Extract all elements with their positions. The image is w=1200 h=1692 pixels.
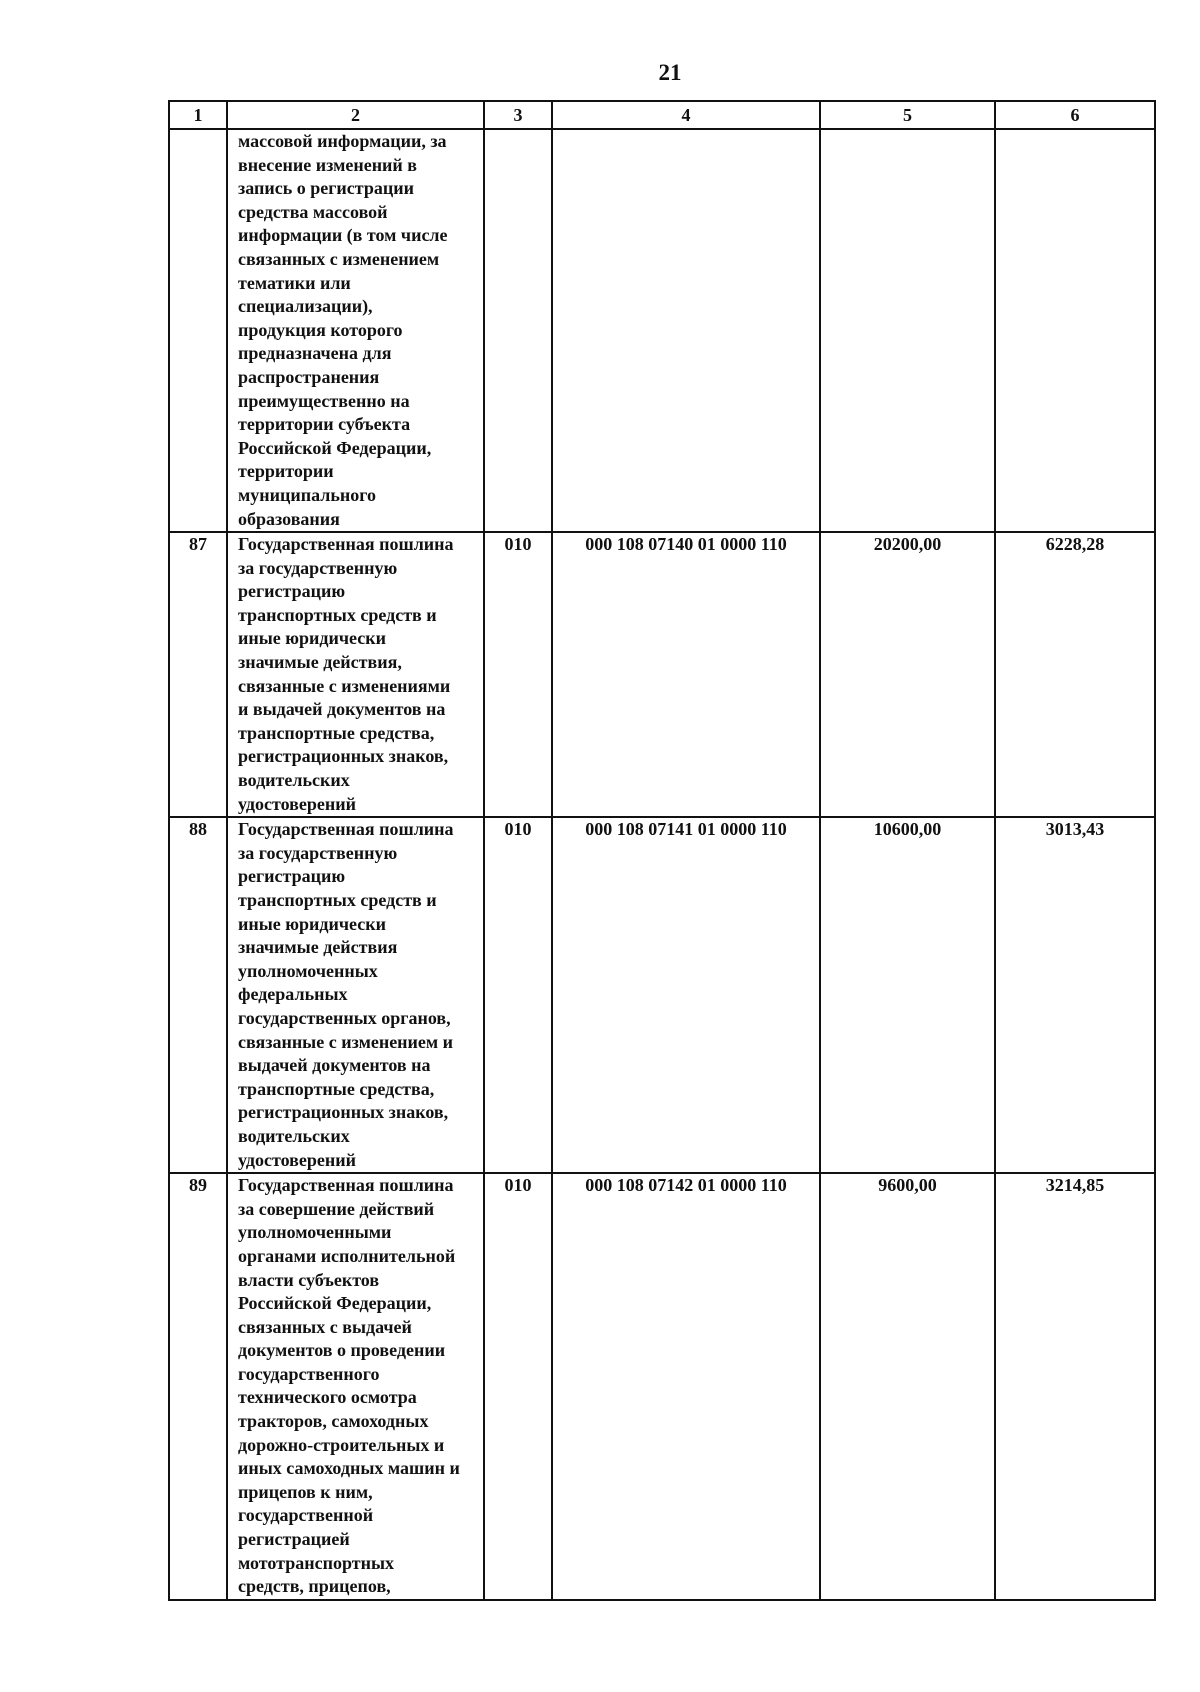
description-cell: Государственная пошлина за государственную регистрацию транспортных средств и иные юридически значимые действия, связанные с изменениями и выдачей документов на транспортные средства, регистрационных знаков, водительских удостоверений [227,532,484,817]
admin-code-cell: 010 [484,817,552,1173]
plan-amount-cell: 10600,00 [820,817,995,1173]
row-number-cell: 88 [169,817,227,1173]
admin-code-cell: 010 [484,1173,552,1600]
plan-amount-cell: 9600,00 [820,1173,995,1600]
header-col-2: 2 [227,101,484,129]
table-row [169,1173,1155,1600]
header-col-5: 5 [820,101,995,129]
admin-code-cell [484,129,552,532]
header-row [169,101,1155,129]
description-cell: Государственная пошлина за совершение действий уполномоченными органами исполнительной власти субъектов Российской Федерации, связанных с выдачей документов о проведении государственного технического осмотра тракторов, самоходных дорожно-строительных и иных самоходных машин и прицепов к ним, государственной регистрацией мототранспортных средств, прицепов, [227,1173,484,1600]
actual-amount-cell: 3214,85 [995,1173,1155,1600]
table-row [169,532,1155,817]
table-row-continuation [169,129,1155,532]
actual-amount-cell: 3013,43 [995,817,1155,1173]
row-number-cell: 87 [169,532,227,817]
table-row [169,817,1155,1173]
budget-code-cell: 000 108 07140 01 0000 110 [552,532,820,817]
plan-amount-cell: 20200,00 [820,532,995,817]
header-col-6: 6 [995,101,1155,129]
description-cell: массовой информации, за внесение изменений в запись о регистрации средства массовой информации (в том числе связанных с изменением тематики или специализации), продукция которого предназначена для распространения преимущественно на территории субъекта Российской Федерации, территории муниципального образования [227,129,484,532]
row-number-cell: 89 [169,1173,227,1600]
actual-amount-cell [995,129,1155,532]
header-col-3: 3 [484,101,552,129]
actual-amount-cell: 6228,28 [995,532,1155,817]
description-cell: Государственная пошлина за государственную регистрацию транспортных средств и иные юридически значимые действия уполномоченных федеральных государственных органов, связанные с изменением и выдачей документов на транспортные средства, регистрационных знаков, водительских удостоверений [227,817,484,1173]
budget-table [168,100,1156,1601]
admin-code-cell: 010 [484,532,552,817]
header-col-1: 1 [169,101,227,129]
budget-code-cell [552,129,820,532]
budget-code-cell: 000 108 07141 01 0000 110 [552,817,820,1173]
row-number-cell [169,129,227,532]
plan-amount-cell [820,129,995,532]
page-number: 21 [658,60,682,85]
header-col-4: 4 [552,101,820,129]
budget-code-cell: 000 108 07142 01 0000 110 [552,1173,820,1600]
